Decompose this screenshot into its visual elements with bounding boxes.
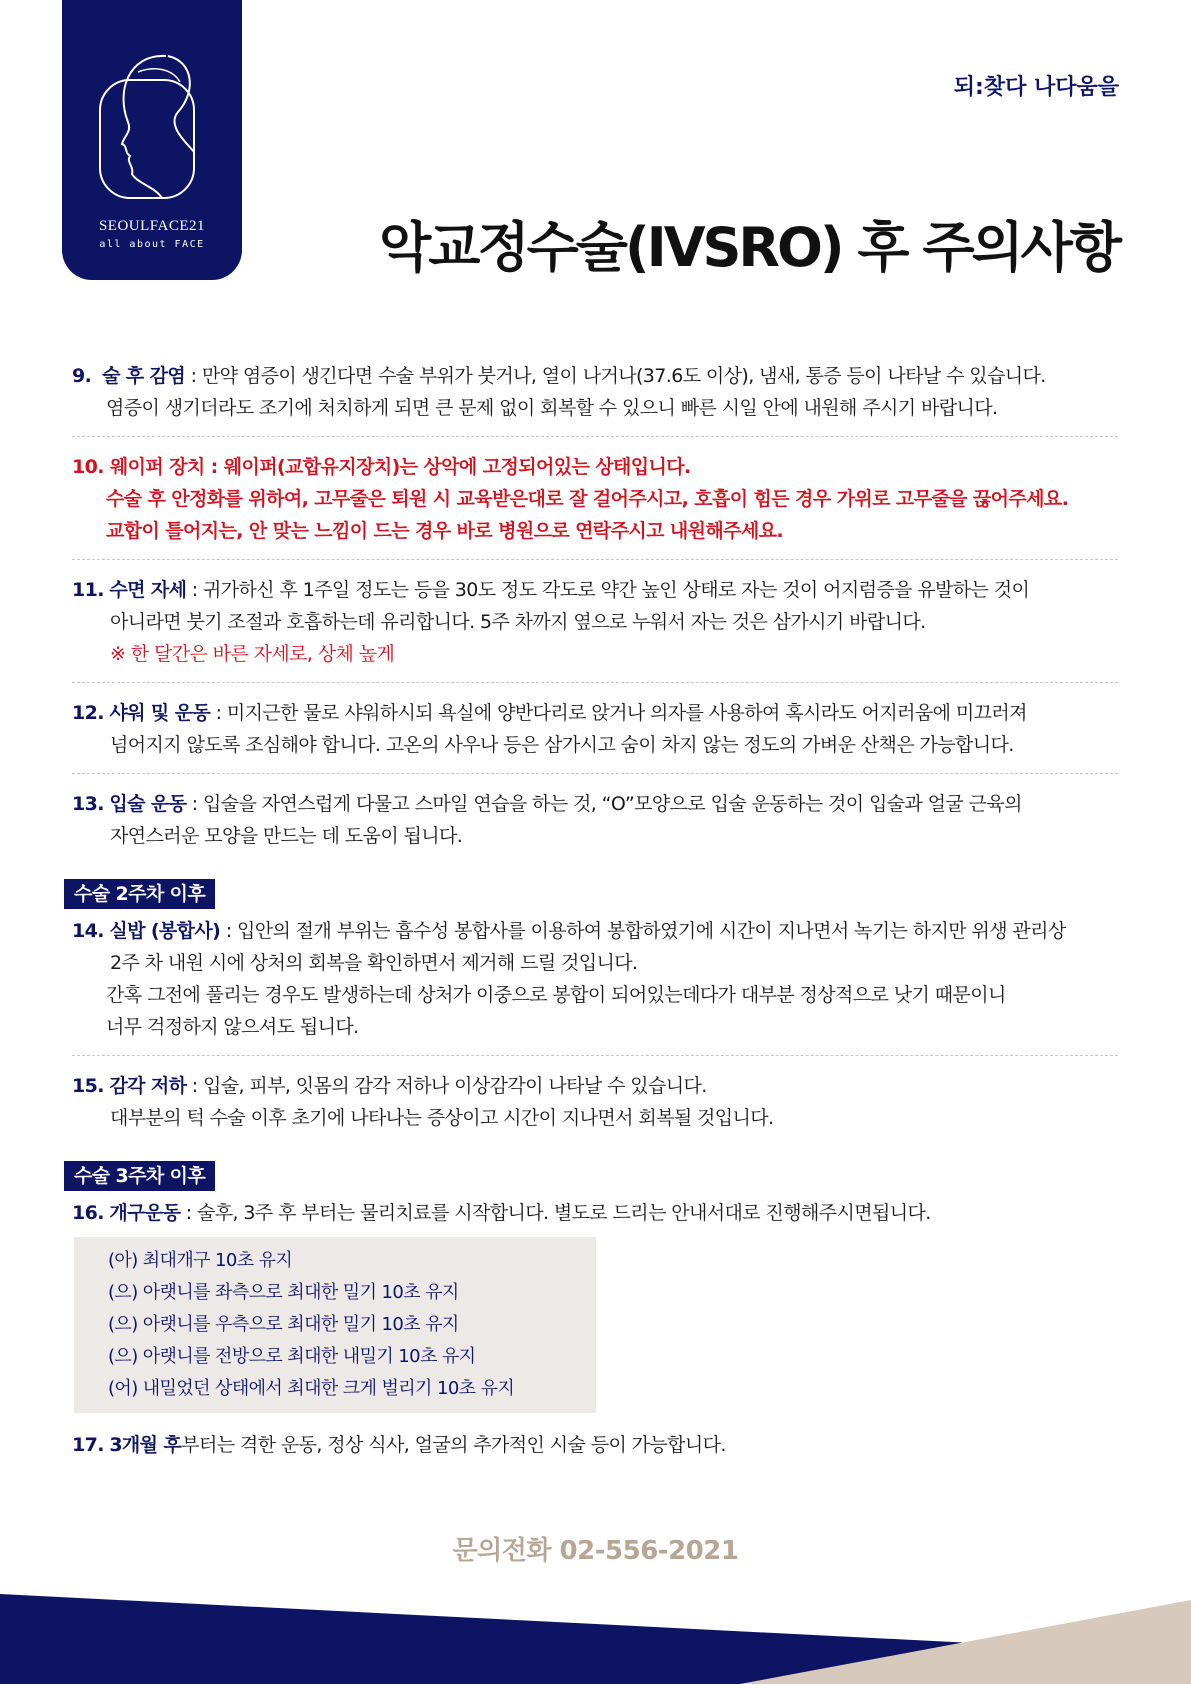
face-silhouette-icon [98, 52, 206, 202]
item-text: 귀가하신 후 1주일 정도는 등을 30도 정도 각도로 약간 높인 상태로 자는 것이 어지럼증을 유발하는 것이 [203, 579, 1030, 601]
item-number: 15. [72, 1075, 104, 1097]
item-text: 술후, 3주 후 부터는 물리치료를 시작합니다. 별도로 드리는 안내서대로 진행해주시면됩니다. [197, 1202, 931, 1224]
instruction-item-13: 13. 입술 운동 : 입술을 자연스럽게 다물고 스마일 연습을 하는 것, “O”모양으로 입술 운동하는 것이 입술과 얼굴 근육의 자연스러운 모양을 만드는 데 도움이 됩니다. [72, 788, 1118, 864]
instruction-item-9: 9. 술 후 감염 : 만약 염증이 생긴다면 수술 부위가 붓거나, 열이 나거나(37.6도 이상), 냄새, 통증 등이 나타날 수 있습니다. 염증이 생기더라도 조기에 처치하게 되면 큰 문제 없이 회복할 수 있으니 빠른 시일 안에 내원해 주시기 바랍니다. [72, 360, 1118, 437]
item-text: 입술을 자연스럽게 다물고 스마일 연습을 하는 것, “O”모양으로 입술 운동하는 것이 입술과 얼굴 근육의 [203, 793, 1022, 815]
item-text: 부터는 격한 운동, 정상 식사, 얼굴의 추가적인 시술 등이 가능합니다. [181, 1434, 726, 1456]
item-text-continued: 간혹 그전에 풀리는 경우도 발생하는데 상처가 이중으로 봉합이 되어있는데다가 대부분 정상적으로 낫기 때문이니 [106, 984, 1006, 1006]
exercise-item: (아) 최대개구 10초 유지 [108, 1250, 293, 1271]
contact-phone: 문의전화 02-556-2021 [452, 1536, 739, 1566]
item-text-continued: 염증이 생기더라도 조기에 처치하게 되면 큰 문제 없이 회복할 수 있으니 빠른 시일 안에 내원해 주시기 바랍니다. [106, 397, 998, 419]
item-number: 9. [72, 365, 92, 387]
item-text-continued: 자연스러운 모양을 만드는 데 도움이 됩니다. [110, 825, 463, 847]
item-number: 10. [72, 456, 104, 478]
instructions-list [72, 360, 1118, 1487]
instruction-item-17 [72, 1429, 1118, 1473]
item-text: 입술, 피부, 잇몸의 감각 저하나 이상감각이 나타날 수 있습니다. [203, 1075, 707, 1097]
clinic-logo [62, 0, 242, 280]
item-text: 웨이퍼(교합유지장치)는 상악에 고정되어있는 상태입니다. [223, 456, 691, 478]
logo-tagline: all about FACE [99, 239, 205, 250]
exercise-list-box [74, 1237, 596, 1413]
item-number: 12. [72, 702, 104, 724]
instruction-item-12: 12. 샤워 및 운동 : 미지근한 물로 샤워하시되 욕실에 양반다리로 앉거나 의자를 사용하여 혹시라도 어지러움에 미끄러져 넘어지지 않도록 조심해야 합니다. 고온의 사우나 등은 삼가시고 숨이 차지 않는 정도의 가벼운 산책은 가능합니다. [72, 697, 1118, 774]
instruction-item-14: 14. 실밥 (봉합사) : 입안의 절개 부위는 흡수성 봉합사를 이용하여 봉합하였기에 시간이 지나면서 녹기는 하지만 위생 관리상 2주 차 내원 시에 상처의 회복을 확인하면서 제거해 드릴 것입니다. 간혹 그전에 풀리는 경우도 발생하는데 상처가 이중으로 봉합이 되어있는데다가 대부분 정상적으로 낫기 때문이니 너무 걱정하지 않으셔도 됩니다. [72, 915, 1118, 1056]
slogan: 되:찾다 나다움을 [953, 75, 1119, 100]
exercise-item: (으) 아랫니를 우측으로 최대한 밀기 10초 유지 [108, 1314, 459, 1335]
item-heading: 수면 자세 [109, 579, 187, 601]
item-number: 17. [72, 1434, 104, 1456]
item-text: 만약 염증이 생긴다면 수술 부위가 붓거나, 열이 나거나(37.6도 이상), 냄새, 통증 등이 나타날 수 있습니다. [201, 365, 1046, 387]
exercise-item: (으) 아랫니를 전방으로 최대한 내밀기 10초 유지 [108, 1346, 476, 1367]
item-text-continued: 넘어지지 않도록 조심해야 합니다. 고온의 사우나 등은 삼가시고 숨이 차지 않는 정도의 가벼운 산책은 가능합니다. [110, 734, 1014, 756]
section-week2-label: 수술 2주차 이후 [64, 879, 215, 909]
item-heading: 입술 운동 [109, 793, 187, 815]
item-number: 16. [72, 1202, 104, 1224]
item-heading: 감각 저하 [109, 1075, 187, 1097]
item-heading: 3개월 후 [109, 1434, 182, 1456]
item-text-continued: 2주 차 내원 시에 상처의 회복을 확인하면서 제거해 드릴 것입니다. [110, 952, 638, 974]
instruction-item-10: 10. 웨이퍼 장치 : 웨이퍼(교합유지장치)는 상악에 고정되어있는 상태입니다. 수술 후 안정화를 위하여, 고무줄은 퇴원 시 교육받은대로 잘 걸어주시고, 호흡이 힘든 경우 가위로 고무줄을 끊어주세요. 교합이 틀어지는, 안 맞는 느낌이 드는 경우 바로 병원으로 연락주시고 내원해주세요. [72, 451, 1118, 560]
item-text-continued: 대부분의 턱 수술 이후 초기에 나타나는 증상이고 시간이 지나면서 회복될 것입니다. [110, 1107, 774, 1129]
item-text-continued: 교합이 틀어지는, 안 맞는 느낌이 드는 경우 바로 병원으로 연락주시고 내원해주세요. [106, 520, 784, 542]
item-text: 입안의 절개 부위는 흡수성 봉합사를 이용하여 봉합하였기에 시간이 지나면서 녹기는 하지만 위생 관리상 [236, 920, 1066, 942]
page-title: 악교정수술(IVSRO) 후 주의사항 [379, 216, 1119, 279]
item-number: 14. [72, 920, 104, 942]
item-heading: 실밥 (봉합사) [109, 920, 221, 942]
item-number: 13. [72, 793, 104, 815]
item-text-continued: 수술 후 안정화를 위하여, 고무줄은 퇴원 시 교육받은대로 잘 걸어주시고, 호흡이 힘든 경우 가위로 고무줄을 끊어주세요. [106, 488, 1069, 510]
item-heading: 술 후 감염 [102, 365, 186, 387]
item-number: 11. [72, 579, 104, 601]
instruction-item-15: 15. 감각 저하 : 입술, 피부, 잇몸의 감각 저하나 이상감각이 나타날 수 있습니다. 대부분의 턱 수술 이후 초기에 나타나는 증상이고 시간이 지나면서 회복될 것입니다. [72, 1070, 1118, 1146]
item-text: 미지근한 물로 샤워하시되 욕실에 양반다리로 앉거나 의자를 사용하여 혹시라도 어지러움에 미끄러져 [226, 702, 1027, 724]
item-heading: 웨이퍼 장치 [109, 456, 205, 478]
item-note: ※ 한 달간은 바른 자세로, 상체 높게 [110, 643, 395, 665]
exercise-item: (어) 내밀었던 상태에서 최대한 크게 벌리기 10초 유지 [108, 1378, 515, 1399]
section-week3-label: 수술 3주차 이후 [64, 1161, 215, 1191]
item-heading: 개구운동 [109, 1202, 181, 1224]
instruction-item-11: 11. 수면 자세 : 귀가하신 후 1주일 정도는 등을 30도 정도 각도로 약간 높인 상태로 자는 것이 어지럼증을 유발하는 것이 아니라면 붓기 조절과 호흡하는데 유리합니다. 5주 차까지 옆으로 누워서 자는 것은 삼가시기 바랍니다. ※ 한 달간은 바른 자세로, 상체 높게 [72, 574, 1118, 683]
instruction-item-16: 16. 개구운동 : 술후, 3주 후 부터는 물리치료를 시작합니다. 별도로 드리는 안내서대로 진행해주시면됩니다. [72, 1202, 931, 1224]
exercise-item: (으) 아랫니를 좌측으로 최대한 밀기 10초 유지 [108, 1282, 459, 1303]
item-heading: 샤워 및 운동 [109, 702, 211, 724]
logo-brand-name: SEOULFACE21 [98, 218, 206, 234]
item-text-continued: 너무 걱정하지 않으셔도 됩니다. [106, 1016, 359, 1038]
footer-decoration [0, 1594, 1191, 1684]
item-text-continued: 아니라면 붓기 조절과 호흡하는데 유리합니다. 5주 차까지 옆으로 누워서 자는 것은 삼가시기 바랍니다. [110, 611, 926, 633]
